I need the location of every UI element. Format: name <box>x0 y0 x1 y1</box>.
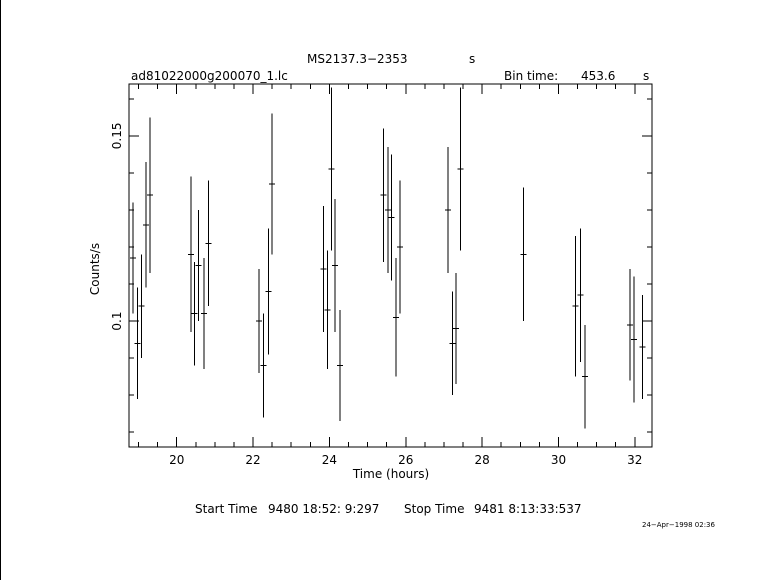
plot-date-stamp: 24−Apr−1998 02:36 <box>642 521 715 529</box>
x-tick-label: 28 <box>474 453 490 467</box>
start-time-value: 9480 18:52: 9:297 <box>268 502 380 516</box>
data-point <box>325 251 331 370</box>
data-point <box>449 291 455 395</box>
data-point <box>453 273 459 384</box>
data-point <box>397 180 403 313</box>
y-tick-label: 0.1 <box>110 311 124 331</box>
x-axis-label: Time (hours) <box>352 467 430 481</box>
data-point <box>143 162 149 288</box>
start-time-label: Start Time <box>195 502 258 516</box>
data-point <box>205 180 211 306</box>
data-point <box>337 310 343 421</box>
x-tick-label: 32 <box>627 453 643 467</box>
data-point <box>389 154 395 280</box>
data-point <box>458 88 464 251</box>
data-point <box>631 277 637 403</box>
data-point <box>192 262 198 366</box>
data-point <box>627 269 633 380</box>
data-point <box>639 295 645 399</box>
data-point <box>130 203 136 314</box>
data-point <box>393 258 399 377</box>
data-point <box>139 254 145 358</box>
plot-frame <box>129 84 652 447</box>
data-point <box>520 188 526 321</box>
data-point <box>195 210 201 321</box>
x-tick-label: 20 <box>169 453 185 467</box>
x-tick-label: 24 <box>321 453 338 467</box>
stop-time-label: Stop Time <box>404 502 465 516</box>
data-point <box>385 147 391 273</box>
y-tick-label: 0.15 <box>110 122 124 150</box>
y-axis-label: Counts/s <box>88 242 102 296</box>
data-point <box>321 206 327 332</box>
data-point <box>265 228 271 354</box>
data-point <box>201 258 207 369</box>
data-points <box>130 88 646 429</box>
x-tick-label: 26 <box>398 453 414 467</box>
stop-time-value: 9481 8:13:33:537 <box>474 502 582 516</box>
bin-time-unit: s <box>643 69 650 83</box>
x-tick-label: 30 <box>550 453 567 467</box>
data-point <box>260 314 266 418</box>
data-point <box>188 177 194 333</box>
data-point <box>582 325 588 429</box>
data-point <box>134 288 140 399</box>
data-point <box>445 147 451 273</box>
title-unit: s <box>469 52 476 66</box>
data-point <box>578 228 584 361</box>
data-point <box>147 117 153 273</box>
chart-title: MS2137.3−2353 <box>307 52 408 66</box>
data-point <box>381 128 387 261</box>
data-point <box>256 269 262 373</box>
x-tick-label: 22 <box>245 453 261 467</box>
data-point <box>328 88 334 251</box>
bin-time-label: Bin time: <box>504 69 559 83</box>
file-name: ad81022000g200070_1.lc <box>131 69 288 83</box>
data-point <box>573 236 579 377</box>
data-point <box>332 199 338 332</box>
data-point <box>269 114 275 255</box>
bin-time-value: 453.6 <box>581 69 616 83</box>
